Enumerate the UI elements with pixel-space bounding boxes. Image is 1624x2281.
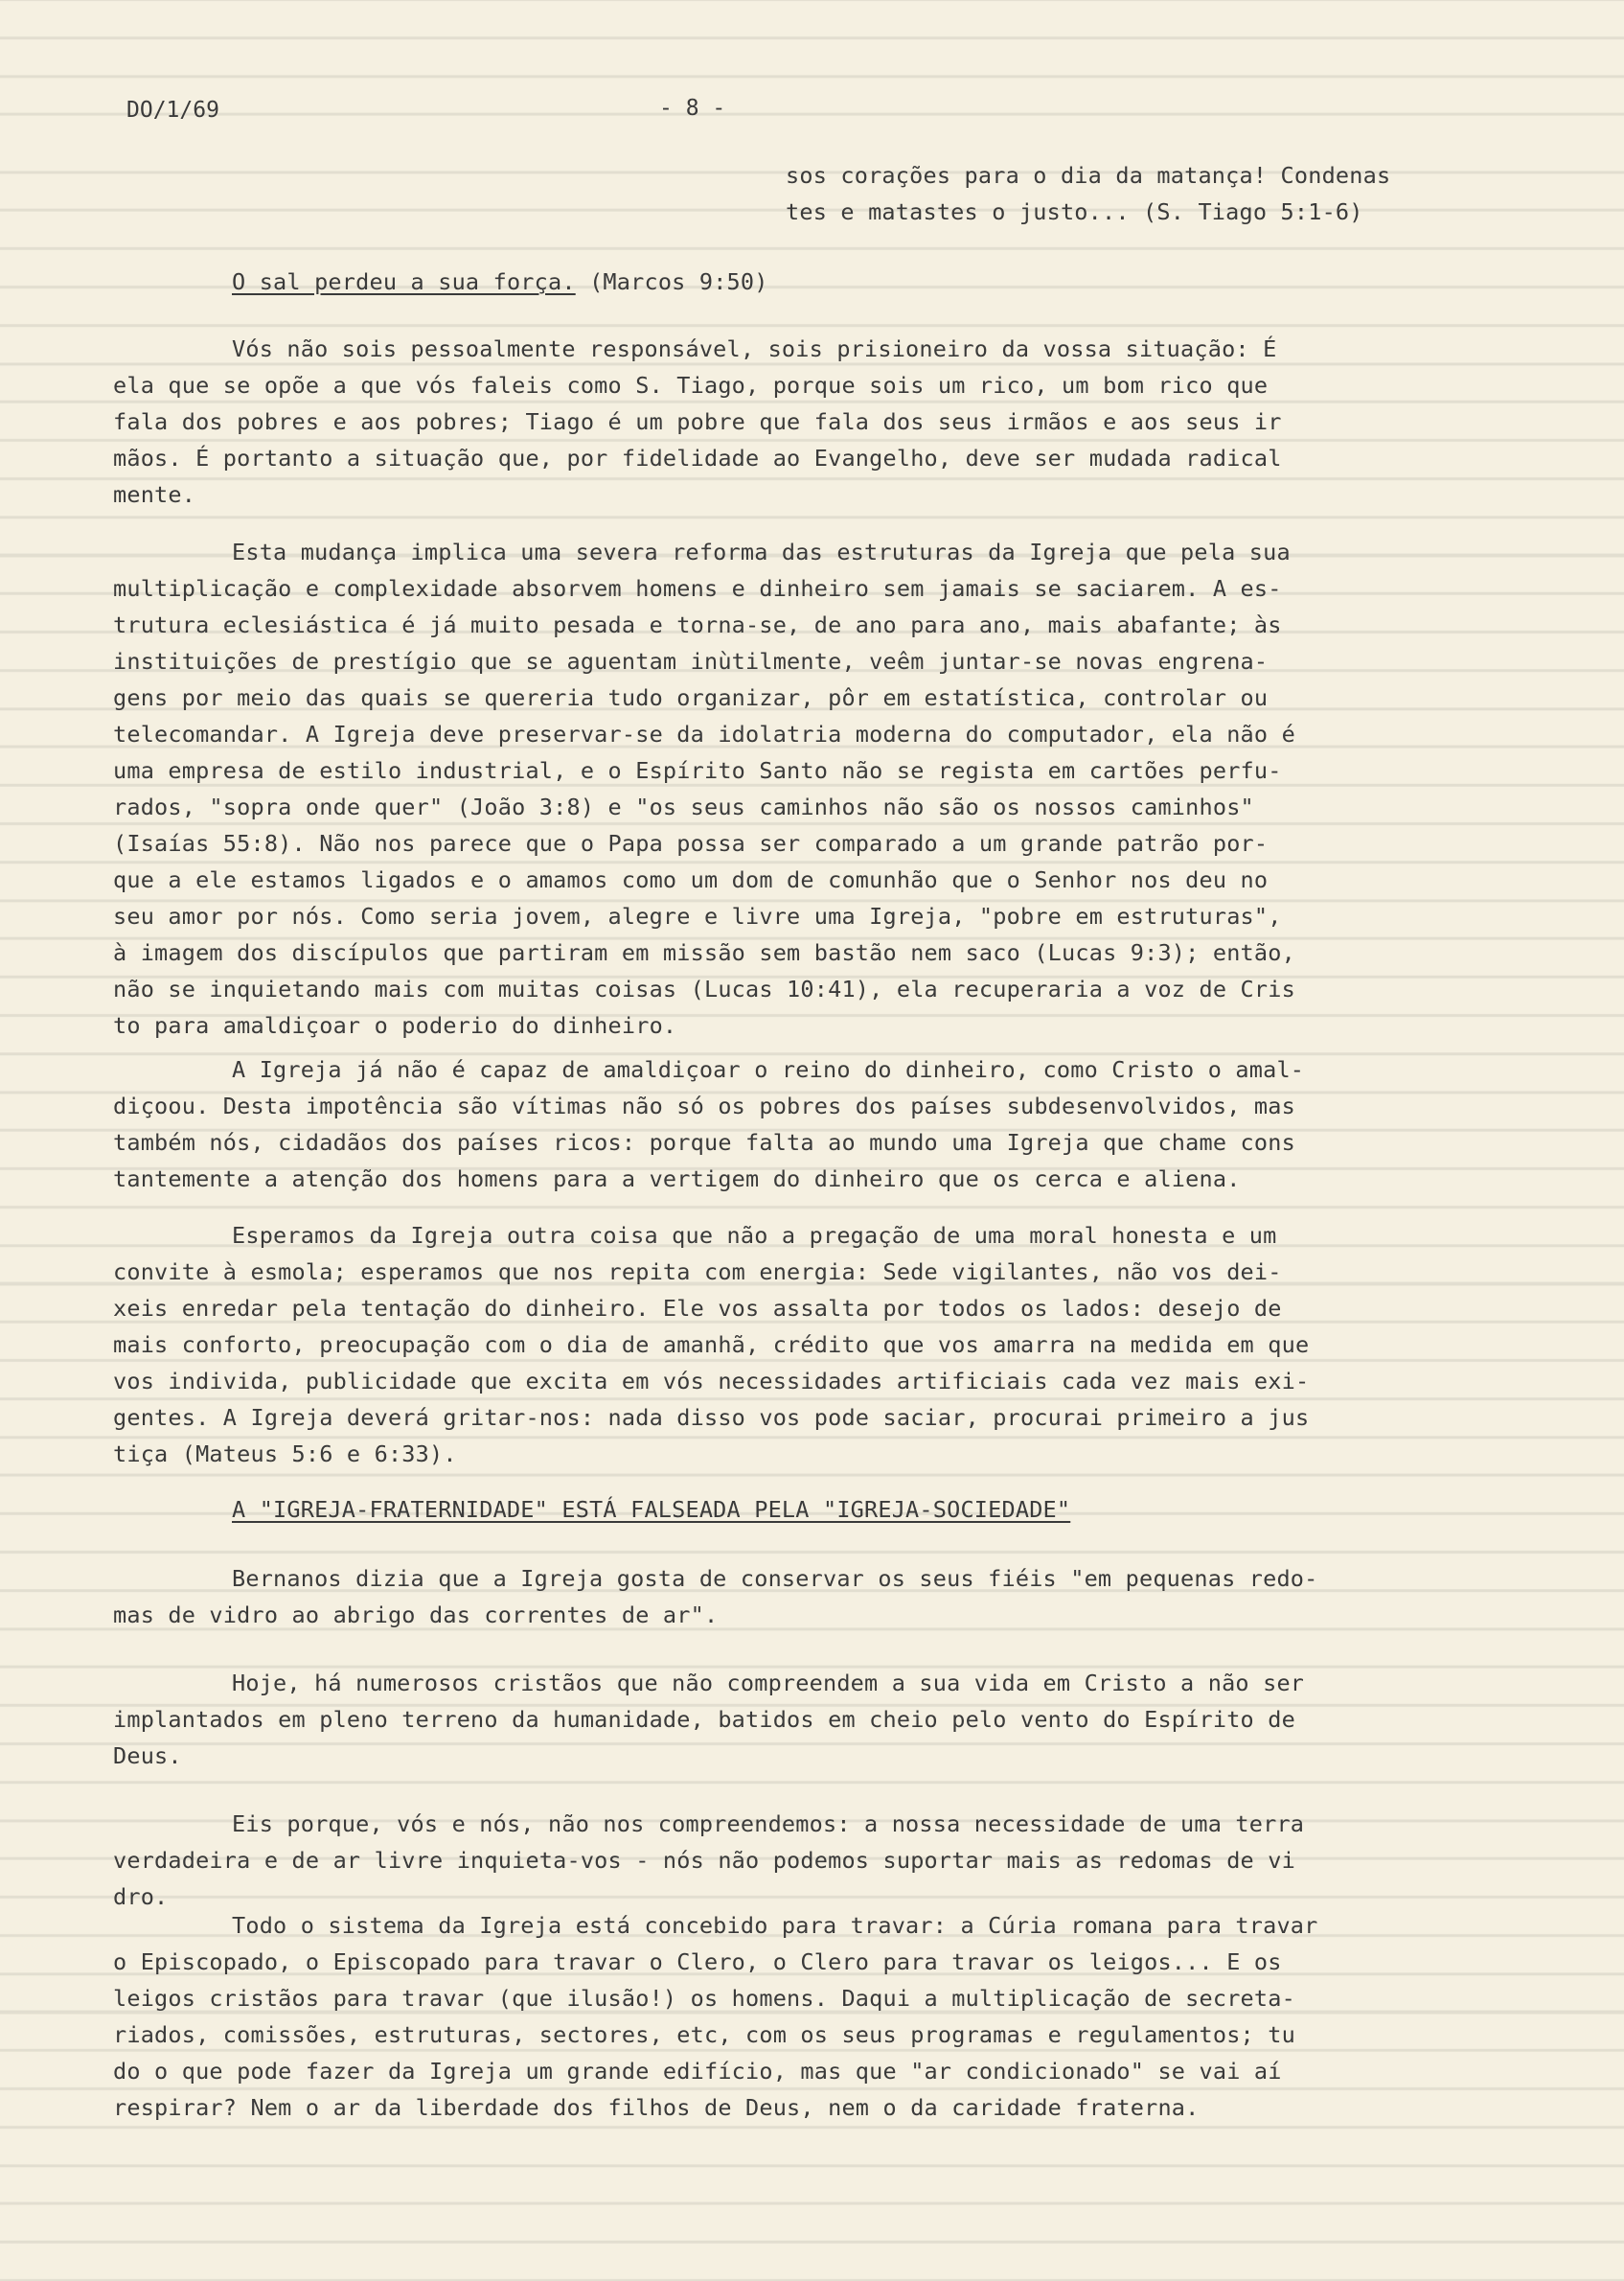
- heading-title: O sal perdeu a sua força.: [232, 268, 576, 295]
- text-line: fala dos pobres e aos pobres; Tiago é um pobre que fala dos seus irmãos e aos seus ir: [113, 408, 1282, 435]
- text-line: multiplicação e complexidade absorvem homens e dinheiro sem jamais se saciarem. A es-: [113, 575, 1282, 602]
- text-line: gens por meio das quais se quereria tudo organizar, pôr em estatística, controlar ou: [113, 684, 1269, 711]
- text-line: implantados em pleno terreno da humanidade, batidos em cheio pelo vento do Espírito de: [113, 1706, 1295, 1733]
- text-line: trutura eclesiástica é já muito pesada e torna-se, de ano para ano, mais abafante; às: [113, 611, 1282, 638]
- text-line: Deus.: [113, 1742, 182, 1769]
- text-line: mais conforto, preocupação com o dia de amanhã, crédito que vos amarra na medida em que: [113, 1331, 1310, 1358]
- page-number: - 8 -: [659, 96, 726, 121]
- text-line: vos individa, publicidade que excita em vós necessidades artificiais cada vez mais exi-: [113, 1368, 1310, 1394]
- text-line: verdadeira e de ar livre inquieta-vos - nós não podemos suportar mais as redomas de vi: [113, 1847, 1295, 1874]
- text-line: A Igreja já não é capaz de amaldiçoar o reino do dinheiro, como Cristo o amal-: [232, 1056, 1305, 1083]
- text-line: que a ele estamos ligados e o amamos como um dom de comunhão que o Senhor nos deu no: [113, 866, 1269, 893]
- paragraph: [113, 1907, 1454, 2126]
- text-line: Esperamos da Igreja outra coisa que não a pregação de uma moral honesta e um: [232, 1222, 1277, 1249]
- text-line: riados, comissões, estruturas, sectores, etc, com os seus programas e regulamentos; tu: [113, 2021, 1295, 2048]
- text-line: ela que se opõe a que vós faleis como S. Tiago, porque sois um rico, um bom rico que: [113, 372, 1269, 399]
- paragraph: [113, 331, 1454, 513]
- text-line: do o que pode fazer da Igreja um grande edifício, mas que "ar condicionado" se vai aí: [113, 2058, 1282, 2085]
- text-line: mas de vidro ao abrigo das correntes de ar".: [113, 1601, 719, 1628]
- text-line: instituições de prestígio que se aguentam inùtilmente, veêm juntar-se novas engrena-: [113, 648, 1269, 675]
- text-line: rados, "sopra onde quer" (João 3:8) e "os seus caminhos não são os nossos caminhos": [113, 794, 1254, 820]
- paragraph: [113, 1806, 1454, 1915]
- text-line: seu amor por nós. Como seria jovem, alegre e livre uma Igreja, "pobre em estruturas",: [113, 903, 1282, 930]
- paragraph: [113, 1665, 1454, 1774]
- text-line: mente.: [113, 481, 196, 508]
- text-line: à imagem dos discípulos que partiram em missão sem bastão nem saco (Lucas 9:3); então,: [113, 939, 1295, 966]
- section-heading: [232, 264, 768, 300]
- text-line: também nós, cidadãos dos países ricos: porque falta ao mundo uma Igreja que chame cons: [113, 1129, 1295, 1156]
- heading-title: A "IGREJA-FRATERNIDADE" ESTÁ FALSEADA PELA "IGREJA-SOCIEDADE": [232, 1496, 1071, 1523]
- text-line: uma empresa de estilo industrial, e o Espírito Santo não se regista em cartões perfu-: [113, 757, 1282, 784]
- text-line: tes e matastes o justo... (S. Tiago 5:1-6): [786, 198, 1363, 225]
- paragraph: [113, 1051, 1454, 1197]
- text-line: Vós não sois pessoalmente responsável, sois prisioneiro da vossa situação: É: [232, 335, 1277, 362]
- text-line: não se inquietando mais com muitas coisas (Lucas 10:41), ela recuperaria a voz de Cris: [113, 976, 1295, 1002]
- text-line: leigos cristãos para travar (que ilusão!) os homens. Daqui a multiplicação de secreta-: [113, 1985, 1295, 2012]
- paragraph: [113, 1217, 1454, 1472]
- heading-reference: (Marcos 9:50): [589, 268, 768, 295]
- text-line: respirar? Nem o ar da liberdade dos filhos de Deus, nem o da caridade fraterna.: [113, 2094, 1200, 2121]
- section-heading: [232, 1491, 1070, 1528]
- text-line: tantemente a atenção dos homens para a vertigem do dinheiro que os cerca e aliena.: [113, 1165, 1241, 1192]
- text-line: sos corações para o dia da matança! Condenas: [786, 162, 1391, 189]
- document-id: DO/1/69: [126, 98, 219, 123]
- text-line: diçoou. Desta impotência são vítimas não só os pobres dos países subdesenvolvidos, mas: [113, 1093, 1295, 1119]
- continued-text: [786, 157, 1390, 230]
- paragraph: [113, 1560, 1454, 1633]
- text-line: to para amaldiçoar o poderio do dinheiro.: [113, 1012, 677, 1039]
- text-line: telecomandar. A Igreja deve preservar-se da idolatria moderna do computador, ela não é: [113, 721, 1295, 748]
- text-line: (Isaías 55:8). Não nos parece que o Papa possa ser comparado a um grande patrão por-: [113, 830, 1269, 857]
- paragraph: [113, 534, 1454, 1044]
- text-line: Todo o sistema da Igreja está concebido para travar: a Cúria romana para travar: [232, 1912, 1318, 1939]
- text-line: xeis enredar pela tentação do dinheiro. Ele vos assalta por todos os lados: desejo de: [113, 1295, 1282, 1322]
- text-line: tiça (Mateus 5:6 e 6:33).: [113, 1440, 457, 1467]
- text-line: gentes. A Igreja deverá gritar-nos: nada disso vos pode saciar, procurai primeiro a jus: [113, 1404, 1310, 1431]
- text-line: dro.: [113, 1883, 169, 1910]
- text-line: Bernanos dizia que a Igreja gosta de conservar os seus fiéis "em pequenas redo-: [232, 1565, 1318, 1592]
- text-line: Eis porque, vós e nós, não nos compreendemos: a nossa necessidade de uma terra: [232, 1810, 1305, 1837]
- text-line: o Episcopado, o Episcopado para travar o Clero, o Clero para travar os leigos... E os: [113, 1948, 1282, 1975]
- text-line: Hoje, há numerosos cristãos que não compreendem a sua vida em Cristo a não ser: [232, 1670, 1305, 1696]
- text-line: Esta mudança implica uma severa reforma das estruturas da Igreja que pela sua: [232, 539, 1291, 565]
- text-line: convite à esmola; esperamos que nos repita com energia: Sede vigilantes, não vos dei-: [113, 1258, 1282, 1285]
- text-line: mãos. É portanto a situação que, por fidelidade ao Evangelho, deve ser mudada radical: [113, 445, 1282, 472]
